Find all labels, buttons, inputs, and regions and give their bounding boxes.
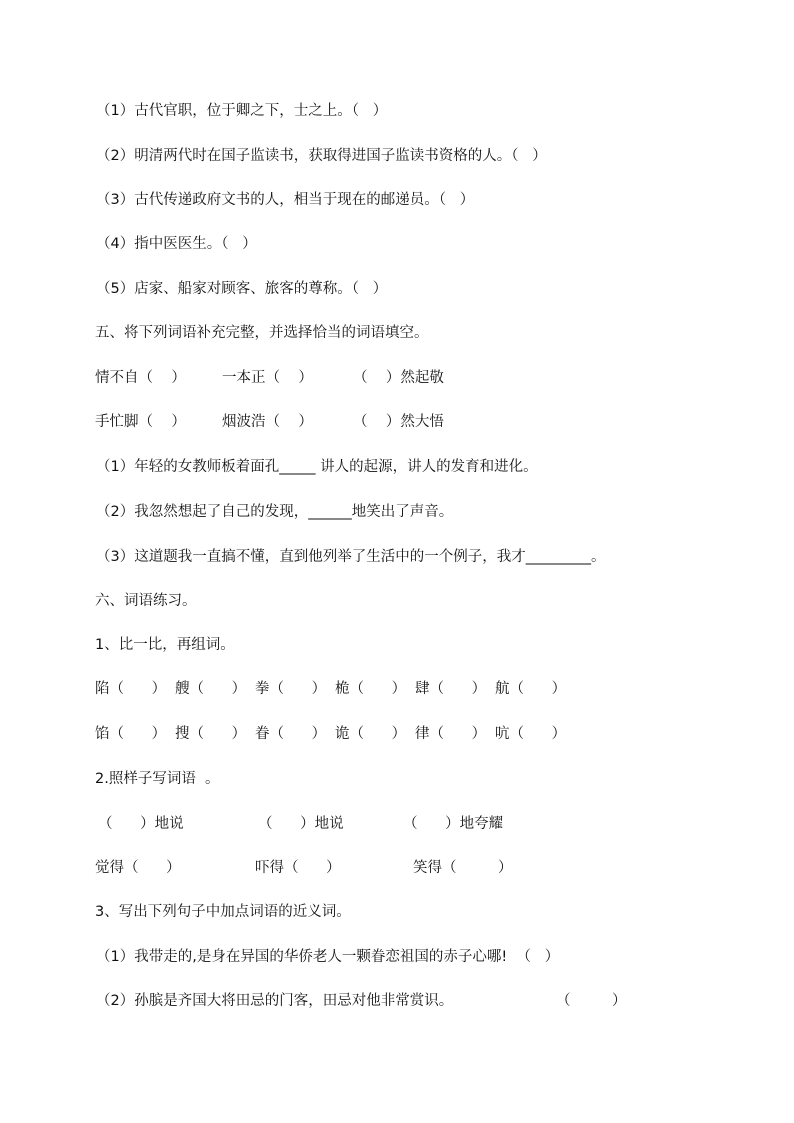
pattern-blank: 吓得（ ） xyxy=(255,860,341,876)
pattern-row xyxy=(98,815,698,835)
char-blank: 眷（ ） xyxy=(255,726,327,742)
pattern-blank: （ ）地说 xyxy=(98,816,184,832)
char-blank: 桅（ ） xyxy=(335,681,407,697)
word-blank: 烟波浩（ ） xyxy=(222,414,313,430)
char-blank: 诡（ ） xyxy=(335,726,407,742)
synonym-item: （2）孙膑是齐国大将田忌的门客，田忌对他非常赏识。 xyxy=(96,993,454,1009)
char-blank: 陷（ ） xyxy=(95,681,167,697)
word-fill-row xyxy=(95,413,695,433)
char-blank: 艘（ ） xyxy=(175,681,247,697)
word-fill-row xyxy=(95,369,695,389)
section-heading: 五、将下列词语补充完整，并选择恰当的词语填空。 xyxy=(95,325,429,341)
subsection-title: 2.照样子写词语 。 xyxy=(95,771,220,787)
pattern-row xyxy=(95,859,695,879)
sentence-item: （3）这道题我一直搞不懂，直到他列举了生活中的一个例子，我才_________。 xyxy=(96,549,606,565)
word-blank: 一本正（ ） xyxy=(222,370,313,386)
word-blank: （ ）然大悟 xyxy=(353,414,444,430)
question-item: （3）古代传递政府文书的人，相当于现在的邮递员。（ ） xyxy=(96,192,475,208)
compare-row xyxy=(95,680,695,700)
pattern-blank: 笑得（ ） xyxy=(413,860,513,876)
word-blank: 手忙脚（ ） xyxy=(95,414,186,430)
char-blank: 肆（ ） xyxy=(415,681,487,697)
char-blank: 搜（ ） xyxy=(175,726,247,742)
section-heading: 六、词语练习。 xyxy=(95,593,197,609)
word-blank: （ ）然起敬 xyxy=(353,370,444,386)
pattern-blank: （ ）地说 xyxy=(258,816,344,832)
char-blank: 航（ ） xyxy=(495,681,567,697)
char-blank: 拳（ ） xyxy=(255,681,327,697)
pattern-blank: （ ）地夸耀 xyxy=(403,816,504,832)
question-item: （1）古代官职，位于卿之下，士之上。（ ） xyxy=(96,103,388,119)
subsection-title: 3、写出下列句子中加点词语的近义词。 xyxy=(95,904,351,920)
char-blank: 馅（ ） xyxy=(95,726,167,742)
subsection-title: 1、比一比，再组词。 xyxy=(95,637,235,653)
char-blank: 律（ ） xyxy=(415,726,487,742)
pattern-blank: 觉得（ ） xyxy=(95,860,181,876)
word-blank: 情不自（ ） xyxy=(95,370,186,386)
question-item: （4）指中医医生。（ ） xyxy=(96,236,257,252)
char-blank: 吭（ ） xyxy=(495,726,567,742)
synonym-item: （1）我带走的,是身在异国的华侨老人一颗眷恋祖国的赤子心哪! （ ） xyxy=(96,949,560,965)
sentence-item: （2）我忽然想起了自己的发现，______地笑出了声音。 xyxy=(96,504,454,520)
sentence-item: （1）年轻的女教师板着面孔_____ 讲人的起源，讲人的发育和进化。 xyxy=(96,459,538,475)
question-item: （5）店家、船家对顾客、旅客的尊称。（ ） xyxy=(96,281,388,297)
answer-blank: （ ） xyxy=(556,993,627,1009)
question-item: （2）明清两代时在国子监读书，获取得进国子监读书资格的人。（ ） xyxy=(96,148,547,164)
compare-row xyxy=(95,725,695,745)
